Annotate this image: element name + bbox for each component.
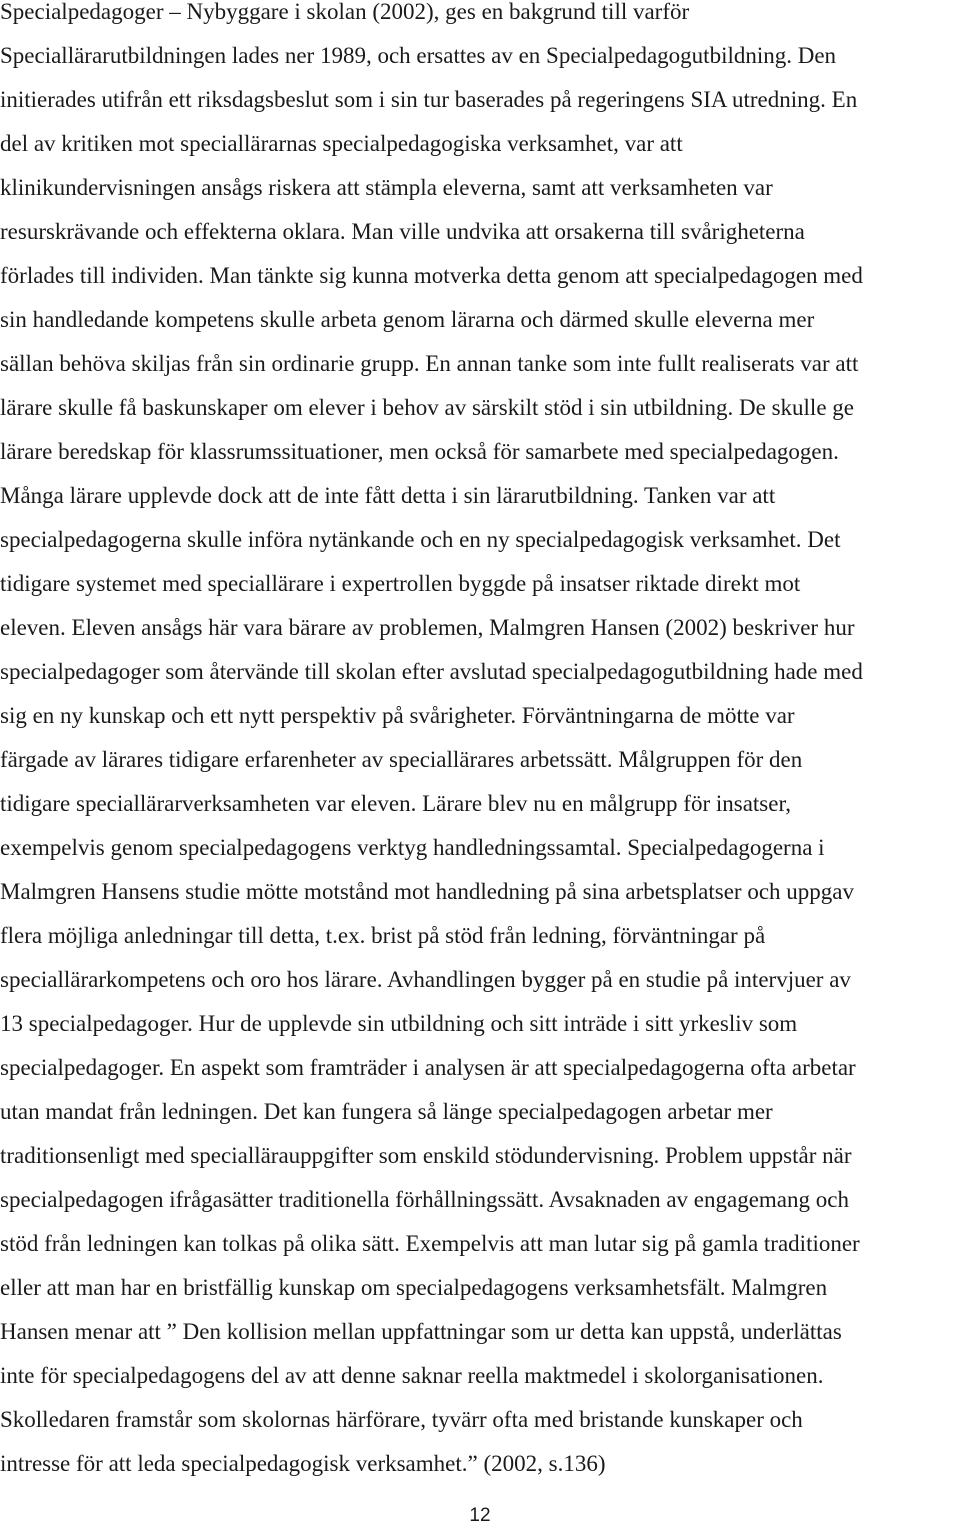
text-line: eller att man har en bristfällig kunskap om specialpedagogens verksamhetsfält. Malmgren	[0, 1275, 828, 1300]
text-line: stöd från ledningen kan tolkas på olika sätt. Exempelvis att man lutar sig på gamla traditioner	[0, 1231, 860, 1256]
text-line: Hansen menar att ” Den kollision mellan uppfattningar som ur detta kan uppstå, underlättas	[0, 1319, 842, 1344]
text-line: resurskrävande och effekterna oklara. Man ville undvika att orsakerna till svårigheterna	[0, 219, 805, 244]
text-line: förlades till individen. Man tänkte sig kunna motverka detta genom att specialpedagogen med	[0, 263, 863, 288]
text-line: specialpedagogen ifrågasätter traditionella förhållningssätt. Avsaknaden av engagemang och	[0, 1187, 849, 1212]
text-line: lärare beredskap för klassrumssituationer, men också för samarbete med specialpedagogen.	[0, 439, 839, 464]
text-line: eleven. Eleven ansågs här vara bärare av problemen, Malmgren Hansen (2002) beskriver hur	[0, 615, 855, 640]
text-line: tidigare speciallärarverksamheten var eleven. Lärare blev nu en målgrupp för insatser,	[0, 791, 791, 816]
text-line: sig en ny kunskap och ett nytt perspektiv på svårigheter. Förväntningarna de mötte var	[0, 703, 795, 728]
text-line: exempelvis genom specialpedagogens verktyg handledningssamtal. Specialpedagogerna i	[0, 835, 825, 860]
text-line: sällan behöva skiljas från sin ordinarie grupp. En annan tanke som inte fullt realiserats var att	[0, 351, 859, 376]
page-number: 12	[469, 1505, 491, 1526]
text-line: Speciallärarutbildningen lades ner 1989, och ersattes av en Specialpedagogutbildning. Den	[0, 43, 837, 68]
text-line: Specialpedagoger – Nybyggare i skolan (2002), ges en bakgrund till varför	[0, 0, 690, 24]
text-line: flera möjliga anledningar till detta, t.ex. brist på stöd från ledning, förväntningar på	[0, 923, 766, 948]
text-line: färgade av lärares tidigare erfarenheter av speciallärares arbetssätt. Målgruppen för den	[0, 747, 803, 772]
text-line: utan mandat från ledningen. Det kan fungera så länge specialpedagogen arbetar mer	[0, 1099, 773, 1124]
text-line: del av kritiken mot speciallärarnas specialpedagogiska verksamhet, var att	[0, 131, 683, 156]
text-line: Malmgren Hansens studie mötte motstånd mot handledning på sina arbetsplatser och uppgav	[0, 879, 855, 904]
text-line: speciallärarkompetens och oro hos lärare. Avhandlingen bygger på en studie på intervjuer av	[0, 967, 851, 992]
text-line: traditionsenligt med speciallärauppgifter som enskild stödundervisning. Problem uppstår när	[0, 1143, 852, 1168]
text-line: initierades utifrån ett riksdagsbeslut som i sin tur baserades på regeringens SIA utredning. En	[0, 87, 858, 112]
text-line: tidigare systemet med speciallärare i expertrollen byggde på insatser riktade direkt mot	[0, 571, 801, 596]
text-line: Skolledaren framstår som skolornas härförare, tyvärr ofta med bristande kunskaper och	[0, 1407, 803, 1432]
text-line: klinikundervisningen ansågs riskera att stämpla eleverna, samt att verksamheten var	[0, 175, 773, 200]
text-line: sin handledande kompetens skulle arbeta genom lärarna och därmed skulle eleverna mer	[0, 307, 815, 332]
text-line: 13 specialpedagoger. Hur de upplevde sin utbildning och sitt inträde i sitt yrkesliv som	[0, 1011, 798, 1036]
text-line: specialpedagoger som återvände till skolan efter avslutad specialpedagogutbildning hade med	[0, 659, 863, 684]
text-line: inte för specialpedagogens del av att denne saknar reella maktmedel i skolorganisationen.	[0, 1363, 824, 1388]
text-line: specialpedagogerna skulle införa nytänkande och en ny specialpedagogisk verksamhet. Det	[0, 527, 841, 552]
text-line: intresse för att leda specialpedagogisk verksamhet.” (2002, s.136)	[0, 1451, 606, 1476]
text-line: specialpedagoger. En aspekt som framträder i analysen är att specialpedagogerna ofta arbetar	[0, 1055, 856, 1080]
text-line: lärare skulle få baskunskaper om elever i behov av särskilt stöd i sin utbildning. De skulle ge	[0, 395, 854, 420]
text-line: Många lärare upplevde dock att de inte fått detta i sin lärarutbildning. Tanken var att	[0, 483, 776, 508]
